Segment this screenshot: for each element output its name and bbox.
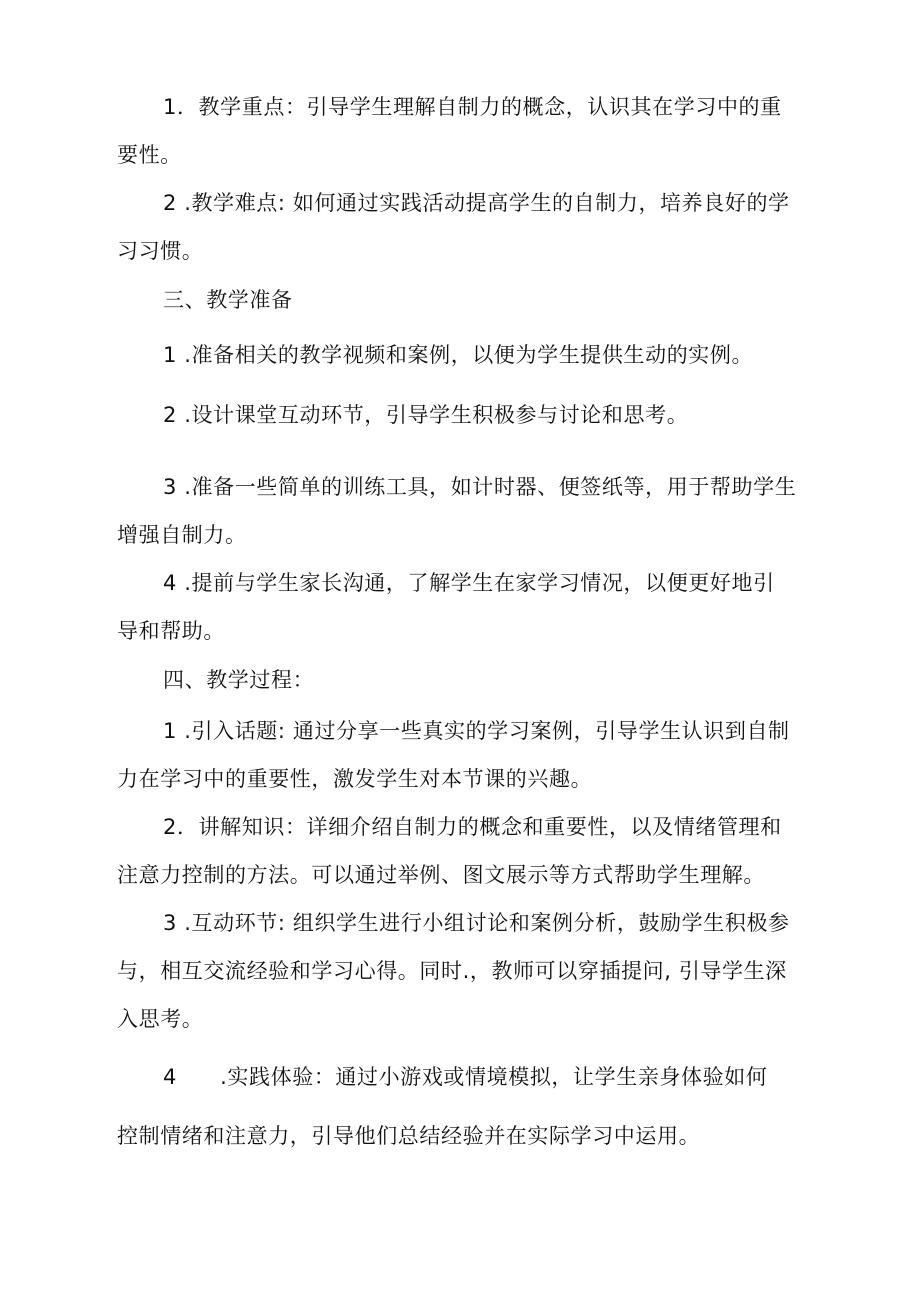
text-line: 1 .引入话题: 通过分享一些真实的学习案例，引导学生认识到自制 bbox=[163, 719, 790, 743]
text-line: 4 .提前与学生家长沟通，了解学生在家学习情况，以便更好地引 bbox=[163, 571, 775, 595]
text-line: 增强自制力。 bbox=[117, 523, 247, 547]
text-line: 2 .设计课堂互动环节，引导学生积极参与讨论和思考。 bbox=[163, 403, 689, 427]
text-line: 与，相互交流经验和学习心得。同时.，教师可以穿插提问, 引导学生深 bbox=[117, 959, 787, 983]
text-line: 习习惯。 bbox=[117, 239, 204, 263]
text-line: 要性。 bbox=[117, 143, 182, 167]
text-line: 3 .互动环节: 组织学生进行小组讨论和案例分析，鼓励学生积极参 bbox=[163, 911, 790, 935]
text-line: 导和帮助。 bbox=[117, 619, 225, 643]
section-heading: 三、教学准备 bbox=[163, 288, 293, 312]
text-line: 3 .准备一些简单的训练工具，如计时器、便签纸等，用于帮助学生 bbox=[163, 475, 797, 499]
text-line: 控制情绪和注意力，引导他们总结经验并在实际学习中运用。 bbox=[117, 1124, 701, 1148]
text-line: 力在学习中的重要性，激发学生对本节课的兴趣。 bbox=[117, 767, 593, 791]
text-line: 4 .实践体验：通过小游戏或情境模拟，让学生亲身体验如何 bbox=[163, 1065, 768, 1089]
text-line: 2．讲解知识：详细介绍自制力的概念和重要性，以及情绪管理和 bbox=[163, 815, 782, 839]
text-line: 入思考。 bbox=[117, 1007, 204, 1031]
section-heading: 四、教学过程： bbox=[163, 668, 315, 692]
text-line: 2 .教学难点: 如何通过实践活动提高学生的自制力，培养良好的学 bbox=[163, 191, 790, 215]
text-line: 1 .准备相关的教学视频和案例，以便为学生提供生动的实例。 bbox=[163, 343, 754, 367]
text-line: 1．教学重点：引导学生理解自制力的概念，认识其在学习中的重 bbox=[163, 95, 782, 119]
text-line: 注意力控制的方法。可以通过举例、图文展示等方式帮助学生理解。 bbox=[117, 863, 765, 887]
